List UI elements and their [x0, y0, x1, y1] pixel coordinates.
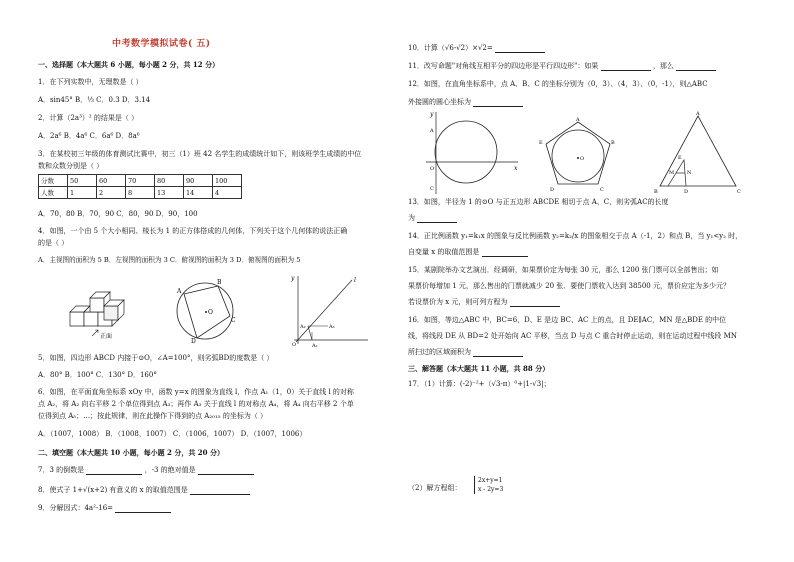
vertex-a-label: A: [576, 117, 580, 123]
question-13-line2: [408, 214, 457, 223]
question-6-line2: 点 A₂，将 A₂ 向右平移 2 个单位得到点 A₃；再作 A₃ 关于直线 l 的对称点 A₄，将 A₄ 向右平移 2 个单: [38, 400, 354, 408]
page-title: 中考数学模拟试卷( 五): [112, 39, 211, 49]
answer-blank[interactable]: [495, 45, 545, 53]
question-2-options: A．2a⁶ B．4a⁶ C．6a⁶ D．8a⁶: [38, 132, 140, 140]
question-3-line2: 数和众数分别是（ ）: [38, 162, 104, 170]
answer-blank[interactable]: [676, 63, 716, 71]
answer-blank[interactable]: [86, 467, 142, 475]
table-cell: 分数: [39, 175, 68, 187]
question-11: [408, 62, 716, 71]
point-e-label: E: [678, 155, 682, 161]
table-cell: 4: [213, 187, 242, 199]
vertex-c-label: C: [737, 189, 741, 194]
question-4-line1: 4．如图，一个由 5 个大小相同、棱长为 1 的正方体搭成的几何体，下列关于这个几何体的说法正确: [38, 227, 348, 235]
question-3-line1: 3．在某校初三年级的体育测试比赛中，初三（1）班 42 名学生的成绩统计如下，则该班学生成绩的中位: [38, 150, 362, 158]
equation-2: x - 2y=3: [478, 486, 504, 493]
question-3-options: A．70，80 B．70，90 C．80，90 D．90，100: [38, 210, 198, 218]
question-12-line2: [408, 98, 523, 107]
point-m-label: M: [669, 170, 675, 176]
answer-blank[interactable]: [115, 505, 171, 513]
x-axis-label: x: [514, 165, 518, 172]
table-cell: 100: [213, 175, 242, 187]
point-a-label: A: [430, 128, 434, 134]
question-14-line2: [408, 248, 528, 257]
vertex-d-label: D: [550, 187, 555, 192]
question-5: 5．如图，四边形 ABCD 内接于⊙O，∠A=100°，则劣弧BD的度数是（ ）: [38, 354, 274, 362]
answer-blank[interactable]: [601, 63, 651, 71]
answer-blank[interactable]: [473, 99, 523, 107]
table-row: [39, 175, 242, 187]
answer-blank[interactable]: [473, 349, 523, 357]
vertex-a-label: A: [696, 111, 700, 117]
center-o-label: O: [208, 309, 213, 316]
pentagon-circle-figure: [538, 116, 618, 192]
question-8-text: 8．使式子 1+√(x+2) 有意义的 x 的取值范围是: [38, 486, 188, 494]
question-6-line1: 6．如图，在平面直角坐标系 xOy 中，函数 y=x 的图象为直线 l，作点 A₁（1，0）关于直线 l 的对称: [38, 388, 354, 396]
question-15-text: 若设票价为 x 元，则可列方程为: [408, 298, 508, 306]
table-cell: 90: [184, 175, 213, 187]
question-7-part1: 7．3 的倒数是: [38, 466, 85, 474]
front-label: 正面: [100, 333, 113, 340]
question-11-text: 11．改写命题"对角线互相平分的四边形是平行四边形"：如果: [408, 62, 599, 70]
question-7-part2: ，-3 的绝对值是: [144, 466, 196, 474]
question-13: 13．如图，半径为 1 的⊙O 与正五边形 ABCDE 相切于点 A、C，则劣弧AC的长度: [408, 198, 669, 206]
vertex-c-label: C: [600, 187, 604, 192]
point-n-label: N: [687, 170, 692, 176]
question-17-part1: 17．（1）计算：(-2)⁻²+（√3-π）⁰+|1-√3|；: [408, 380, 551, 388]
vertex-d-label: D: [191, 338, 196, 344]
question-4-line2: 的是（ ）: [38, 239, 69, 247]
question-2: 2．计算（2a³）² 的结果是（ ）: [38, 114, 139, 122]
question-15-line1: 15．某剧院举办文艺演出．经调研，如果票价定为每张 30 元，那么 1200 张门票可以全部售出；如: [408, 266, 719, 274]
question-14: 14．正比例函数 y₁=k₁x 的图象与反比例函数 y₂=k₂/x 的图象相交于点 A（-1，2）和点 B，当 y₁<y₂ 时，: [408, 232, 743, 240]
y-axis-label: y: [291, 275, 295, 282]
question-16-line3: [408, 348, 523, 357]
origin-label: O: [292, 342, 297, 348]
table-cell: 60: [97, 175, 126, 187]
table-cell: 1: [68, 187, 97, 199]
table-cell: 8: [126, 187, 155, 199]
table-cell: 人数: [39, 187, 68, 199]
vertex-e-label: E: [539, 140, 543, 146]
vertex-a-label: A: [177, 288, 182, 295]
origin-label: O: [430, 166, 435, 172]
question-12-line1: 12．如图，在直角坐标系中，点 A、B、C 的坐标分别为（0，3）、（4，3）、（0，-1），则△ABC: [408, 80, 708, 88]
question-9-text: 9．分解因式：4a²-16=: [38, 504, 114, 512]
equilateral-triangle-figure: [654, 110, 744, 194]
question-7: [38, 466, 254, 475]
answer-blank[interactable]: [482, 249, 528, 257]
table-row: [39, 187, 242, 199]
vertex-c-label: C: [231, 317, 236, 324]
answer-blank[interactable]: [510, 299, 560, 307]
question-12-text: 外接圆的圆心坐标为: [408, 98, 471, 106]
table-cell: 70: [126, 175, 155, 187]
answer-blank[interactable]: [198, 467, 254, 475]
inscribed-quadrilateral-figure: [172, 278, 238, 344]
question-15-line3: [408, 298, 560, 307]
answer-blank[interactable]: [417, 215, 457, 223]
vertex-b-label: B: [611, 140, 615, 146]
equation-1: 2x+y=1: [478, 477, 503, 484]
question-10-text: 10．计算（√6-√2）×√2=: [408, 44, 493, 52]
line-l-label: l: [354, 277, 356, 284]
question-6-options: A．（1007，1008） B．（1008，1007） C．（1006，1007） D．（1007，1006）: [38, 430, 307, 438]
vertex-b-label: B: [217, 279, 222, 286]
point-a1-label: A₁: [312, 343, 318, 348]
question-11-part2: ，那么: [652, 62, 674, 70]
equation-system: [474, 476, 503, 494]
question-13-text: 为: [408, 214, 415, 222]
question-16-line2: 线，将线段 DE 从 BD=2 处开始向 AC 平移，当点 D 与点 C 重合时停止运动，则在运动过程中线段 MN: [408, 332, 737, 340]
table-cell: 50: [68, 175, 97, 187]
question-17-part2: [408, 484, 461, 493]
answer-blank[interactable]: [190, 487, 250, 495]
question-8: [38, 486, 250, 495]
question-9: [38, 504, 171, 513]
point-a3-label: A₃: [329, 324, 335, 330]
question-5-options: A．80° B．100° C．130° D．160°: [38, 371, 157, 379]
coordinate-line-figure: [286, 272, 372, 348]
question-15-line2: 果票价每增加 1 元，那么售出的门票就减少 20 张．要使门票收入达到 38500 元，票价应定为多少元？: [408, 282, 730, 290]
question-16-text: 所扫过的区域面积为: [408, 348, 471, 356]
question-14-text: 自变量 x 的取值范围是: [408, 248, 480, 256]
table-cell: 80: [155, 175, 184, 187]
question-17-part2-label: （2）解方程组：: [408, 484, 462, 492]
y-axis-label: y: [430, 111, 434, 118]
table-cell: 2: [97, 187, 126, 199]
question-4-options: A．主视图的面积为 5 B．左视图的面积为 3 C．俯视图的面积为 3 D．俯视图的面积为 5: [38, 256, 301, 264]
question-1-options: A．sin45° B．⅓ C．0.3 D．3.14: [38, 96, 151, 104]
section-fill-heading: 二、填空题（本大题共 10 小题，每小题 2 分，共 20 分）: [38, 448, 224, 457]
cube-stack-figure: [62, 282, 144, 344]
point-c-label: C: [430, 186, 434, 192]
score-table: [38, 174, 242, 199]
table-cell: 14: [184, 187, 213, 199]
question-16-line1: 16．如图，等边△ABC 中，BC=6，D、E 是边 BC、AC 上的点，且 DE∥AC，MN 是△BDE 的中位: [408, 316, 727, 324]
table-cell: 13: [155, 187, 184, 199]
question-6-line3: 位得到点 A₅；…；按此规律，则在此操作下得到的点 A₂₀₁₅ 的坐标为（ ）: [38, 412, 268, 420]
question-1: 1．在下列实数中，无理数是（ ）: [38, 78, 143, 86]
point-a2-label: A₂: [300, 324, 306, 330]
point-d-label: D: [684, 189, 689, 194]
vertex-b-label: B: [654, 189, 658, 194]
section-solve-heading: 三、解答题（本大题共 11 小题，共 88 分）: [408, 364, 550, 373]
section-choice-heading: 一、选择题（本大题共 6 小题，每小题 2 分，共 12 分）: [38, 60, 220, 69]
question-10: [408, 44, 545, 53]
center-o-label: O: [580, 156, 585, 162]
circumcircle-coordinate-figure: [422, 110, 522, 196]
